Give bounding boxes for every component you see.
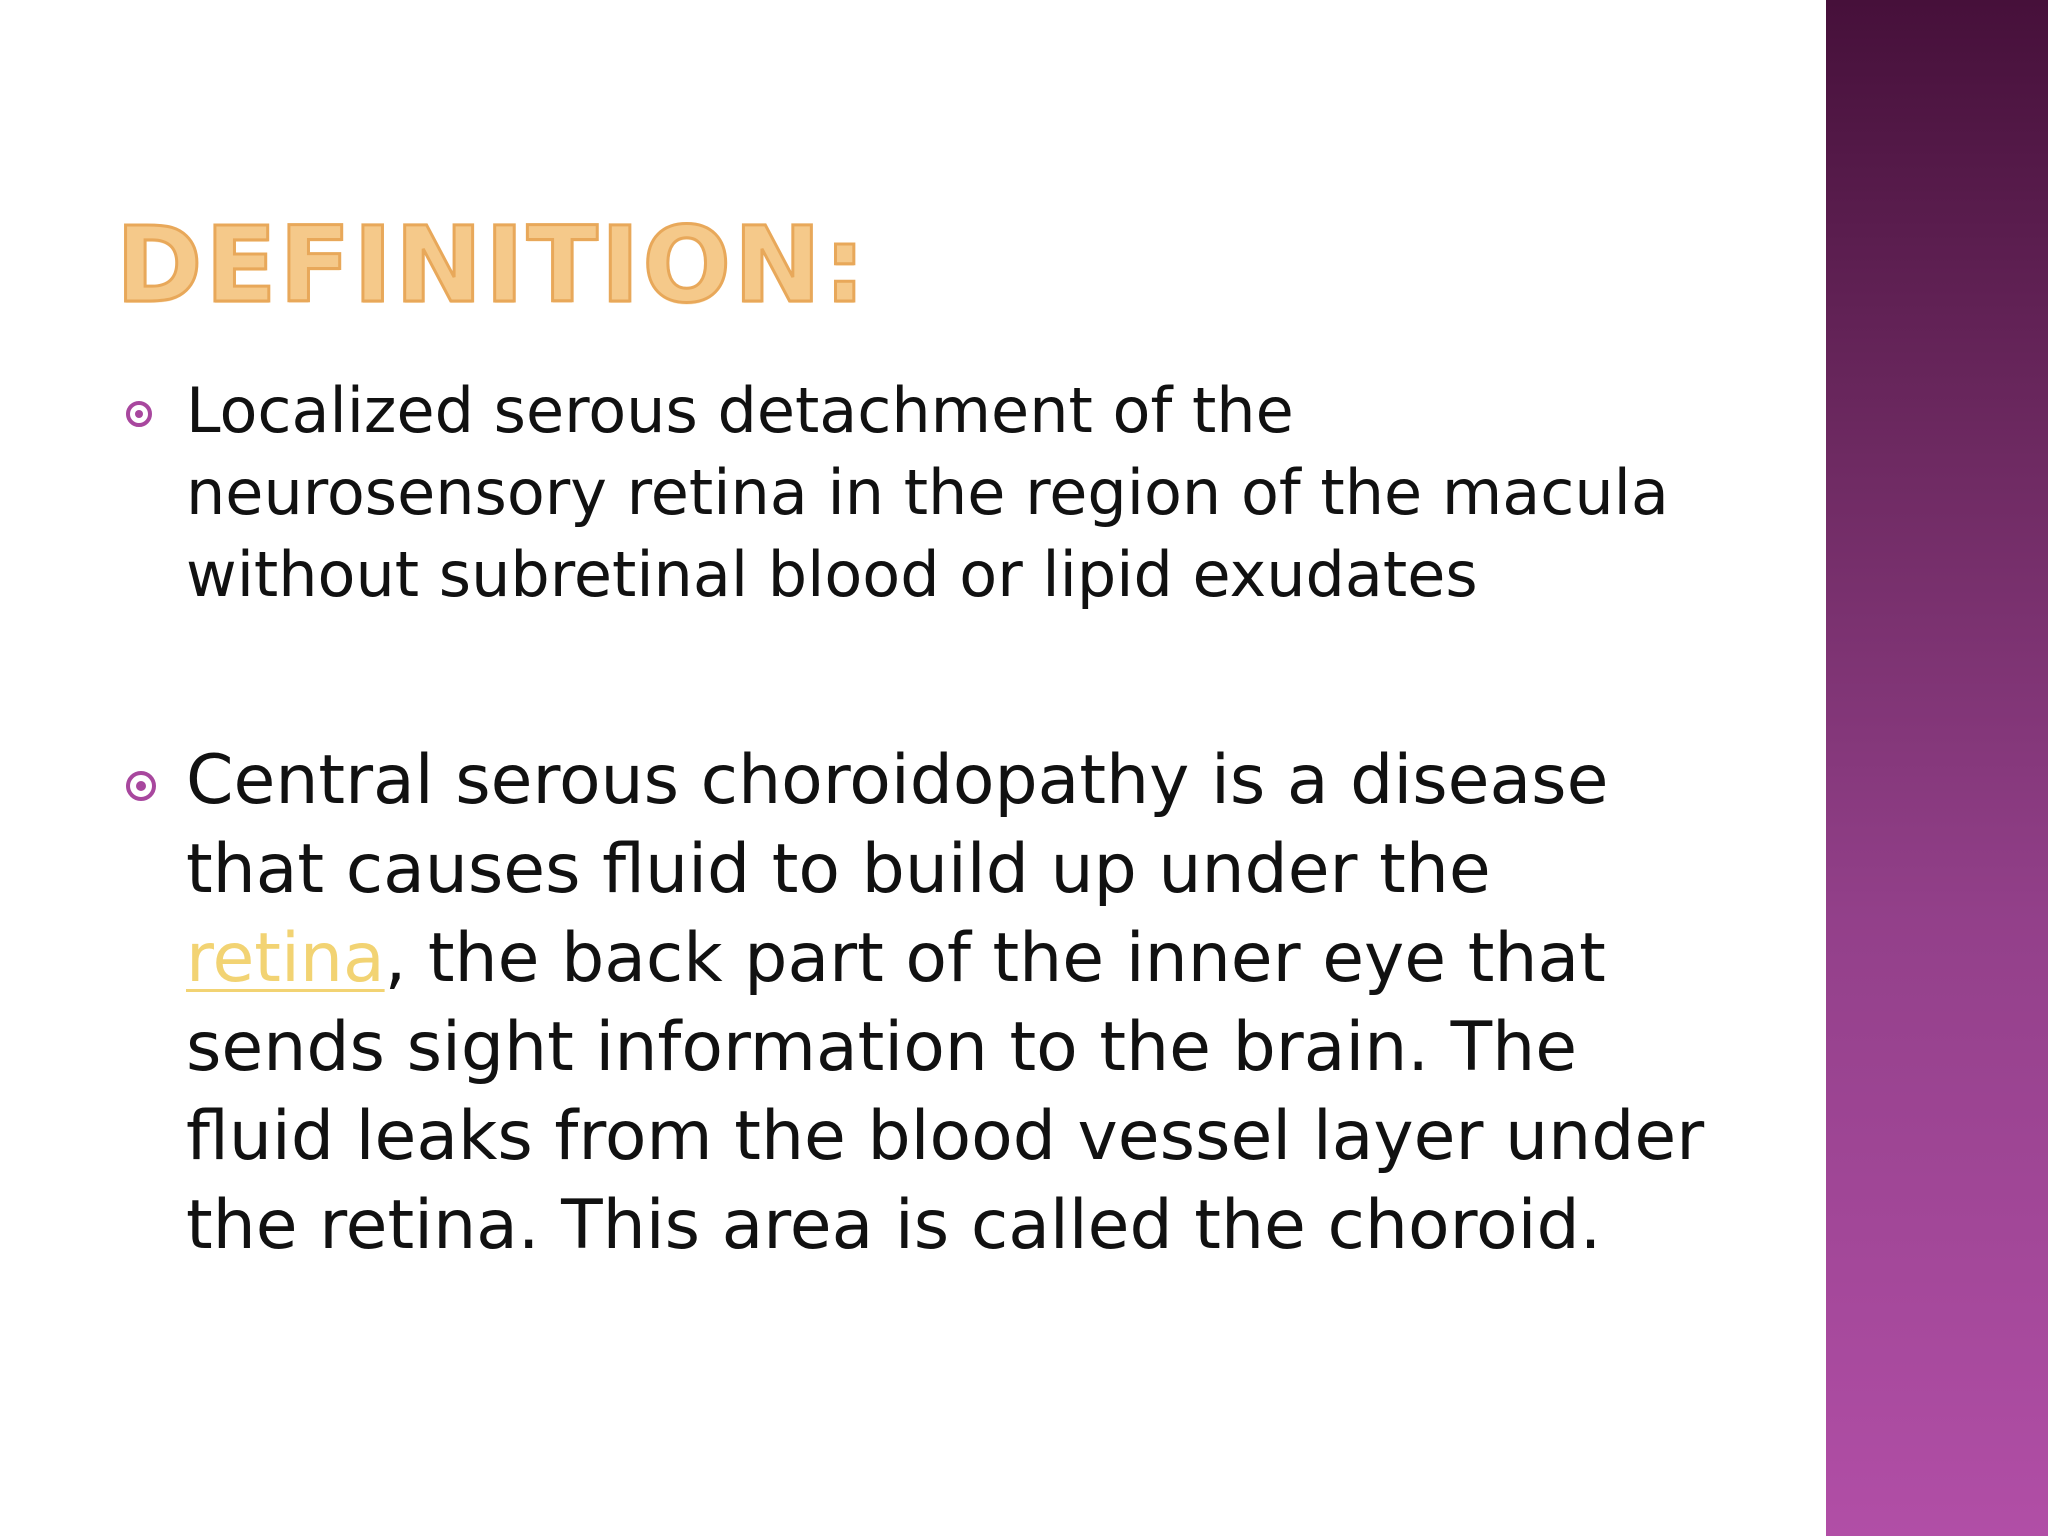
decorative-side-band — [1826, 0, 2048, 1536]
bullet-item — [126, 736, 1726, 1270]
circled-dot-icon — [126, 771, 156, 801]
circled-dot-icon — [126, 401, 152, 427]
bullet-text: Localized serous detachment of the neurosensory retina in the region of the macula without subretinal blood or lipid exudates — [186, 374, 1669, 611]
bullet-text-end: , the back part of the inner eye that sends sight information to the brain. The fluid leaks from the blood vessel layer under the retina. This area is called the choroid. — [186, 919, 1705, 1265]
slide-title: DEFINITION: — [116, 204, 869, 326]
bullet-list — [126, 370, 1726, 1270]
bullet-item — [126, 370, 1726, 616]
retina-link[interactable]: retina — [186, 919, 385, 998]
bullet-text-start: Central serous choroidopathy is a disease that causes fluid to build up under the — [186, 741, 1609, 909]
